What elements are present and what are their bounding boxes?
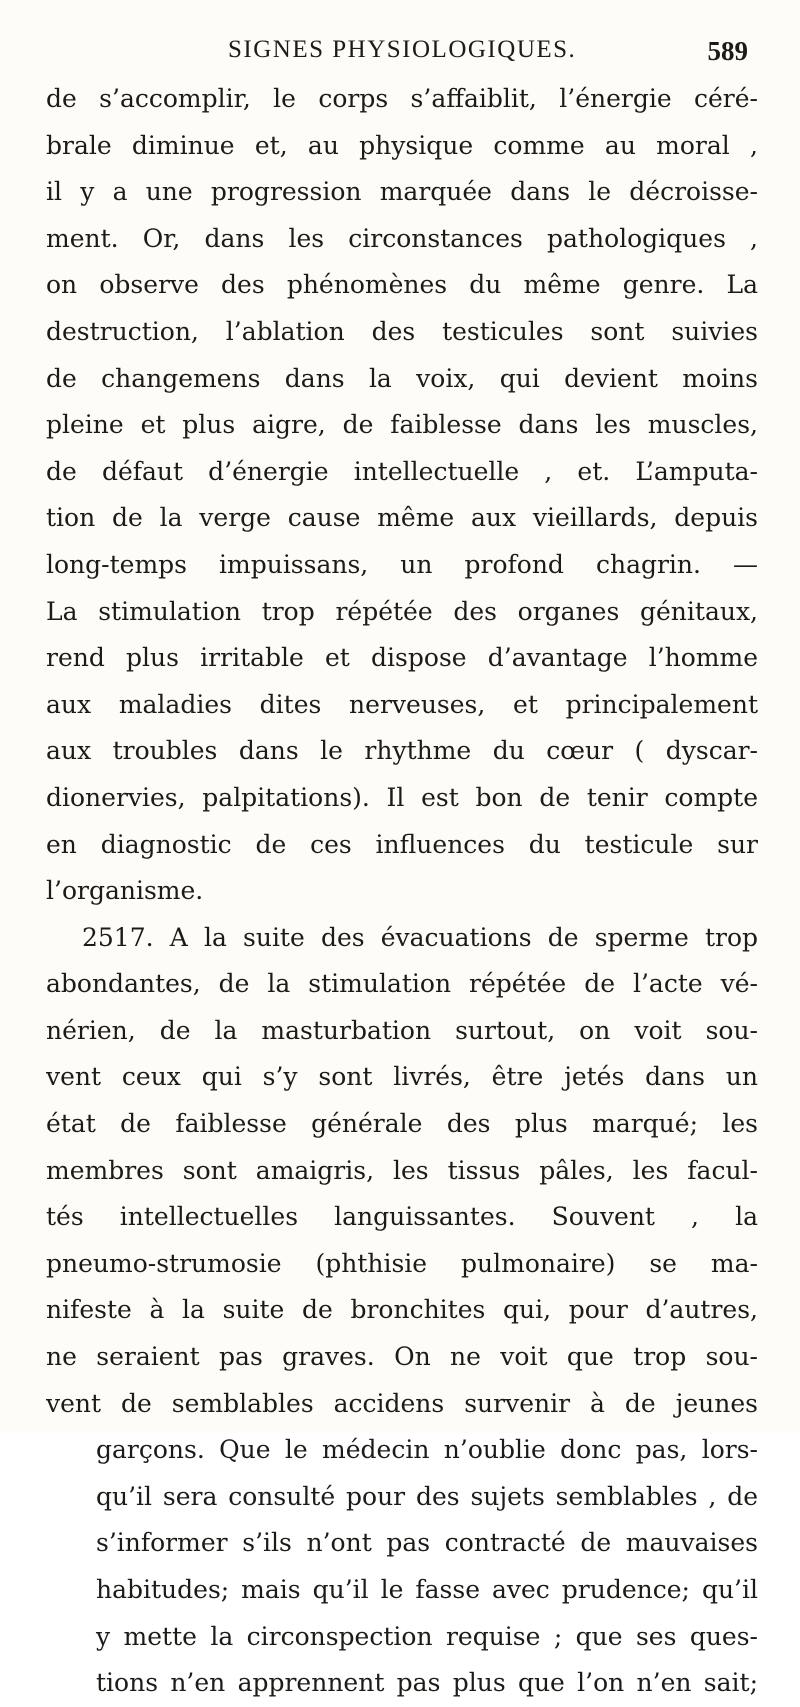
text-line: s’informer s’ils n’ont pas contracté de mauvaises (96, 1528, 758, 1558)
text-line: ment. Or, dans les circonstances pathologiques , (46, 223, 758, 253)
text-line: destruction, l’ablation des testicules sont suivies (46, 316, 758, 346)
text-line: de s’accomplir, le corps s’affaiblit, l’énergie céré- (46, 84, 758, 113)
text-line: de défaut d’énergie intellectuelle , et. L’amputa- (46, 456, 758, 486)
text-line: membres sont amaigris, les tissus pâles, les facul- (46, 1155, 758, 1185)
text-line: qu’il sera consulté pour des sujets semblables , de (96, 1481, 758, 1511)
text-line: ne seraient pas graves. On ne voit que trop sou- (46, 1342, 758, 1372)
text-line: nérien, de la masturbation surtout, on voit sou- (46, 1015, 758, 1045)
text-line: de changemens dans la voix, qui devient moins (46, 363, 758, 393)
page-header (228, 36, 748, 72)
text-line: dionervies, palpitations). Il est bon de tenir compte (46, 782, 758, 812)
text-line: l’organisme. (46, 876, 204, 906)
text-line: long-temps impuissans, un profond chagrin. — (46, 549, 758, 579)
text-line: on observe des phénomènes du même genre. La (46, 270, 758, 300)
text-line: vent de semblables accidens survenir à de jeunes (46, 1388, 758, 1418)
text-line: pneumo-strumosie (phthisie pulmonaire) se ma- (46, 1248, 758, 1278)
text-line: y mette la circonspection requise ; que ses ques- (96, 1621, 758, 1651)
text-line: vent ceux qui s’y sont livrés, être jetés dans un (46, 1062, 758, 1092)
text-line: en diagnostic de ces influences du testicule sur (46, 829, 758, 859)
text-line: habitudes; mais qu’il le fasse avec prudence; qu’il (96, 1575, 758, 1604)
text-line: abondantes, de la stimulation répétée de l’acte vé- (46, 969, 758, 999)
running-head: SIGNES PHYSIOLOGIQUES. (228, 36, 577, 63)
text-line: tés intellectuelles languissantes. Souvent , la (46, 1202, 758, 1232)
text-line: nifeste à la suite de bronchites qui, pour d’autres, (46, 1295, 758, 1325)
text-line: aux troubles dans le rhythme du cœur ( dyscar- (46, 736, 758, 766)
paragraph-start-line: 2517. A la suite des évacuations de sperme trop (82, 922, 758, 952)
text-line: brale diminue et, au physique comme au moral , (46, 130, 758, 160)
body-text (46, 76, 758, 1707)
page-number: 589 (707, 36, 748, 66)
text-line: aux maladies dites nerveuses, et principalement (46, 689, 758, 719)
text-line: rend plus irritable et dispose d’avantage l’homme (46, 643, 758, 673)
text-line: La stimulation trop répétée des organes génitaux, (46, 596, 758, 626)
text-line: tions n’en apprennent pas plus que l’on n’en sait; (96, 1668, 758, 1698)
text-line: garçons. Que le médecin n’oublie donc pas, lors- (96, 1435, 758, 1465)
text-line: il y a une progression marquée dans le décroisse- (46, 177, 758, 207)
text-line: pleine et plus aigre, de faiblesse dans les muscles, (46, 410, 758, 440)
text-line: tion de la verge cause même aux vieillards, depuis (46, 503, 758, 533)
text-line: état de faiblesse générale des plus marqué; les (46, 1109, 758, 1139)
